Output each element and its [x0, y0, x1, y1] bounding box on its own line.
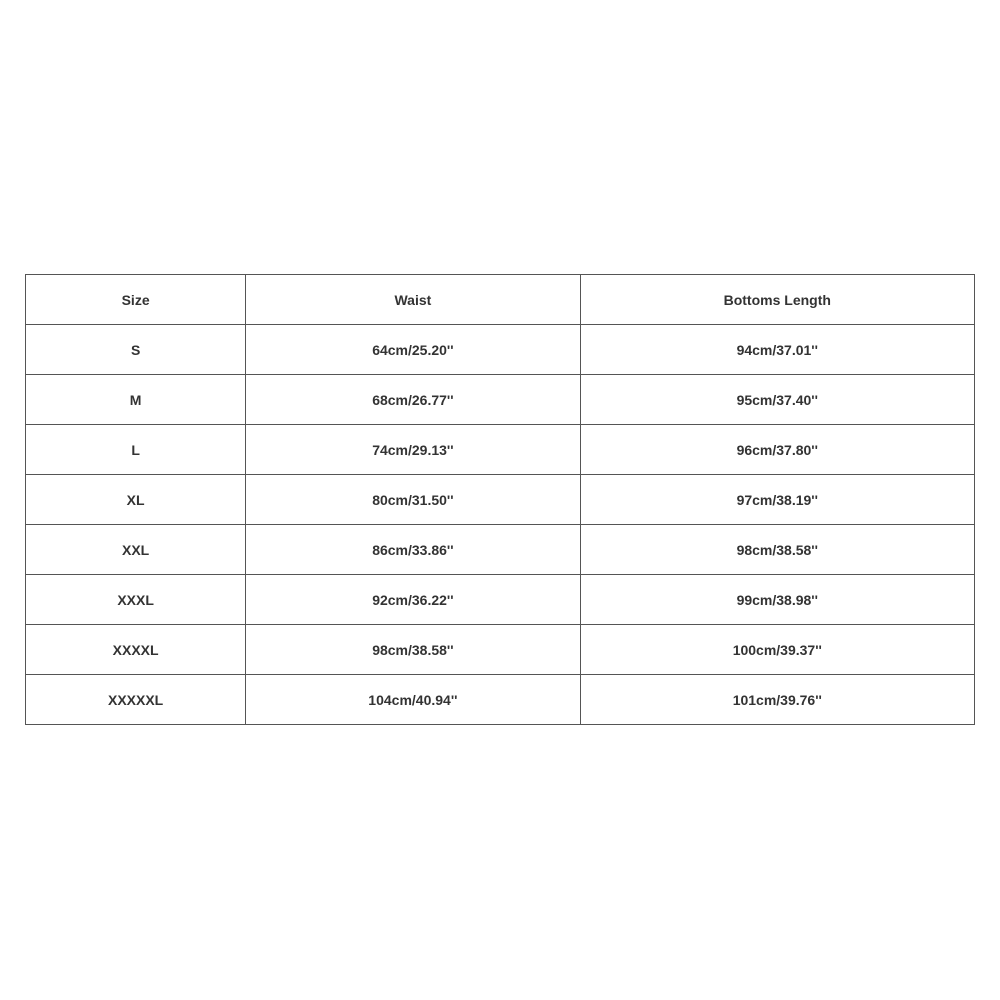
cell-waist: 92cm/36.22'' — [246, 575, 580, 625]
cell-size: S — [26, 325, 246, 375]
table-row — [26, 425, 975, 475]
cell-size: XXL — [26, 525, 246, 575]
cell-size: XXXXXL — [26, 675, 246, 725]
table-header-row — [26, 275, 975, 325]
cell-length: 100cm/39.37'' — [580, 625, 974, 675]
cell-waist: 68cm/26.77'' — [246, 375, 580, 425]
cell-length: 98cm/38.58'' — [580, 525, 974, 575]
table-row — [26, 375, 975, 425]
cell-waist: 74cm/29.13'' — [246, 425, 580, 475]
cell-length: 96cm/37.80'' — [580, 425, 974, 475]
size-chart-table — [25, 274, 975, 725]
cell-waist: 86cm/33.86'' — [246, 525, 580, 575]
cell-length: 95cm/37.40'' — [580, 375, 974, 425]
table-row — [26, 625, 975, 675]
cell-waist: 80cm/31.50'' — [246, 475, 580, 525]
header-bottoms-length: Bottoms Length — [580, 275, 974, 325]
cell-waist: 104cm/40.94'' — [246, 675, 580, 725]
cell-waist: 64cm/25.20'' — [246, 325, 580, 375]
cell-size: XXXXL — [26, 625, 246, 675]
cell-length: 101cm/39.76'' — [580, 675, 974, 725]
cell-length: 99cm/38.98'' — [580, 575, 974, 625]
table-row — [26, 525, 975, 575]
table-row — [26, 325, 975, 375]
table-row — [26, 675, 975, 725]
cell-length: 94cm/37.01'' — [580, 325, 974, 375]
table-row — [26, 475, 975, 525]
table-row — [26, 575, 975, 625]
header-waist: Waist — [246, 275, 580, 325]
cell-size: XXXL — [26, 575, 246, 625]
header-size: Size — [26, 275, 246, 325]
cell-waist: 98cm/38.58'' — [246, 625, 580, 675]
cell-size: XL — [26, 475, 246, 525]
cell-size: M — [26, 375, 246, 425]
cell-size: L — [26, 425, 246, 475]
cell-length: 97cm/38.19'' — [580, 475, 974, 525]
